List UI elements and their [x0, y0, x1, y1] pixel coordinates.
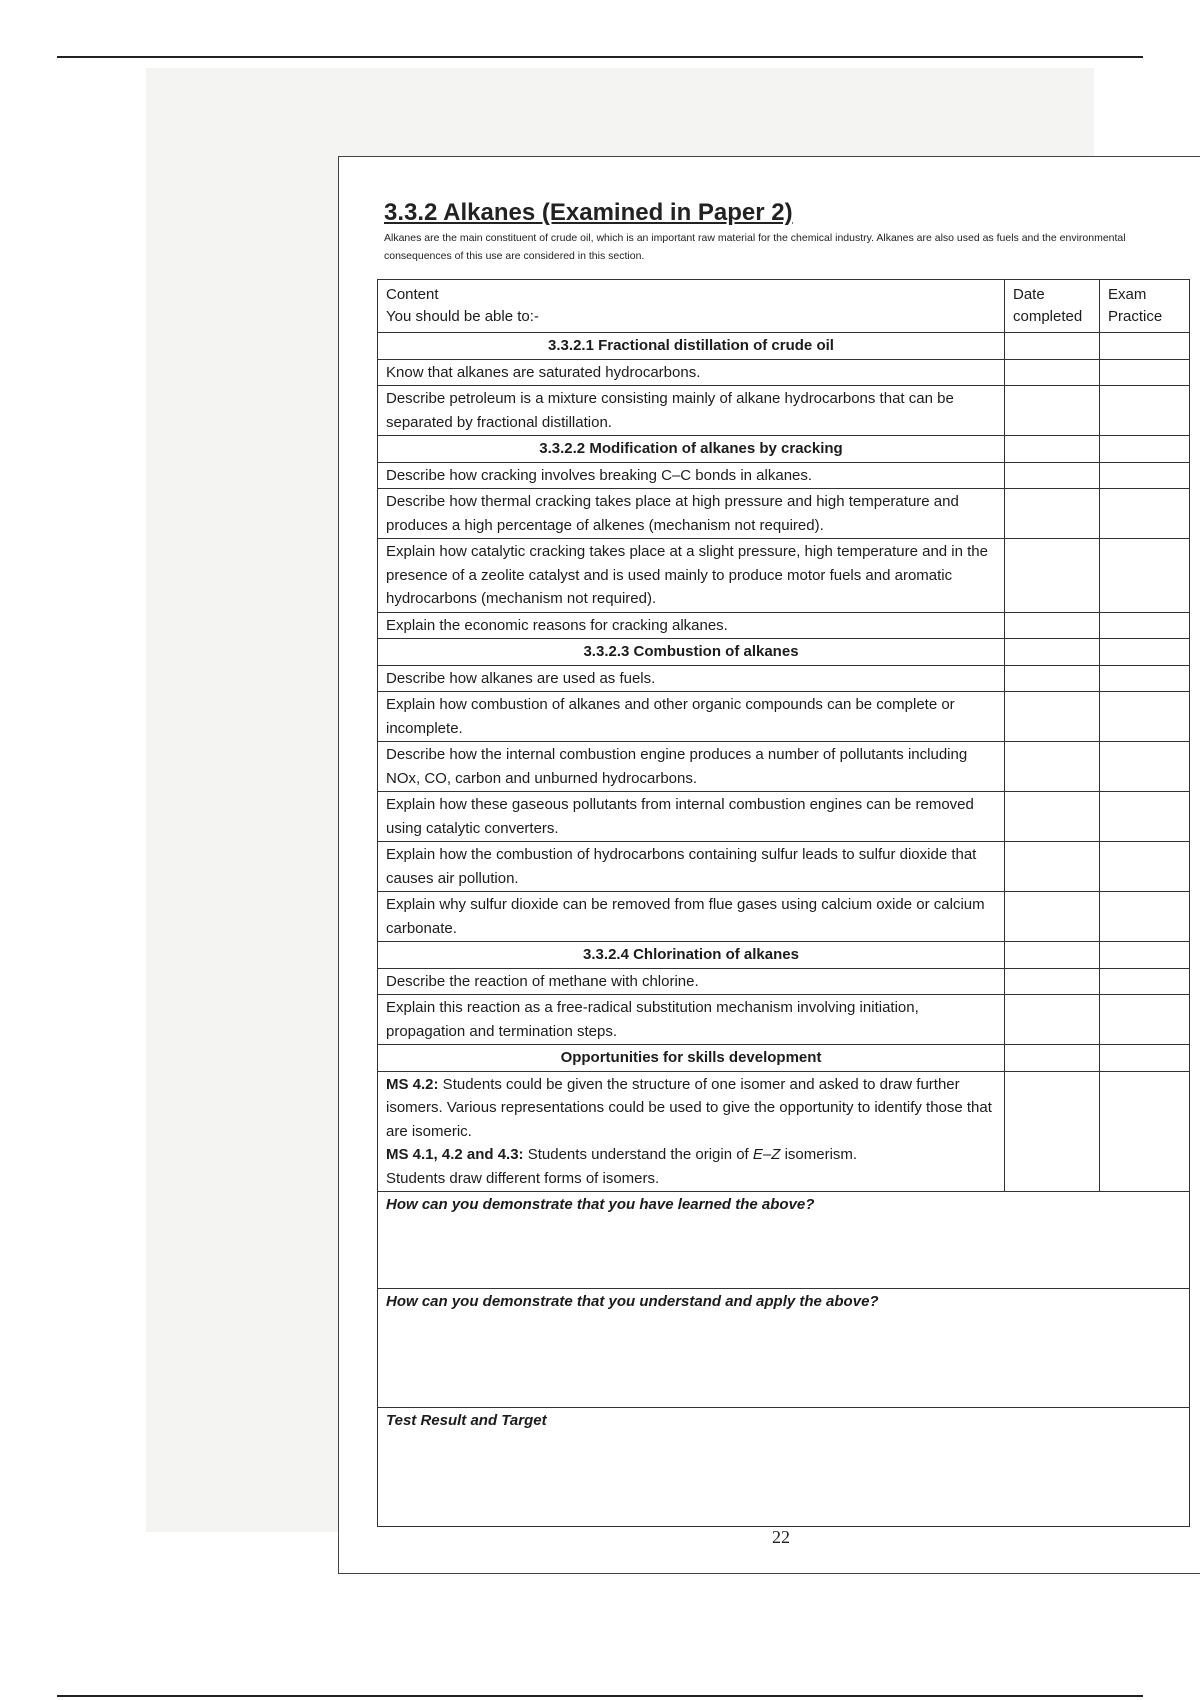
exam-practice-cell[interactable] [1100, 333, 1190, 360]
exam-practice-cell[interactable] [1100, 1045, 1190, 1072]
section-heading-row [378, 942, 1190, 969]
reflection-learned-question: How can you demonstrate that you have learned the above? [386, 1196, 815, 1213]
skills-ms-4-1-text-b: isomerism. [780, 1146, 858, 1163]
table-header-row [378, 280, 1190, 333]
learning-outcome-text: Explain why sulfur dioxide can be removed from flue gases using calcium oxide or calcium carbonate. [378, 892, 1005, 942]
date-completed-cell[interactable] [1005, 612, 1100, 639]
learning-outcome-text: Explain how the combustion of hydrocarbons containing sulfur leads to sulfur dioxide that causes air pollution. [378, 842, 1005, 892]
table-row [378, 892, 1190, 942]
test-result-cell[interactable] [378, 1408, 1190, 1527]
exam-practice-cell[interactable] [1100, 742, 1190, 792]
date-completed-cell[interactable] [1005, 942, 1100, 969]
learning-outcome-text: Describe petroleum is a mixture consisting mainly of alkane hydrocarbons that can be separated by fractional distillation. [378, 386, 1005, 436]
specification-checklist [377, 279, 1190, 1527]
table-row [378, 792, 1190, 842]
table-row [378, 665, 1190, 692]
exam-practice-header: Exam Practice [1100, 280, 1190, 333]
test-result-label: Test Result and Target [386, 1412, 547, 1429]
date-completed-cell[interactable] [1005, 692, 1100, 742]
learning-outcome-text: Describe the reaction of methane with chlorine. [378, 968, 1005, 995]
exam-practice-cell[interactable] [1100, 1071, 1190, 1192]
date-completed-header: Date completed [1005, 280, 1100, 333]
bottom-rule [57, 1695, 1143, 1697]
exam-practice-cell[interactable] [1100, 386, 1190, 436]
section-heading-row [378, 333, 1190, 360]
exam-practice-cell[interactable] [1100, 489, 1190, 539]
content-header: Content You should be able to:- [378, 280, 1005, 333]
learning-outcome-text: Know that alkanes are saturated hydrocarbons. [378, 359, 1005, 386]
date-completed-cell[interactable] [1005, 386, 1100, 436]
exam-practice-cell[interactable] [1100, 692, 1190, 742]
reflection-learned-cell[interactable] [378, 1192, 1190, 1289]
test-result-row [378, 1408, 1190, 1527]
skills-ms-4-2-text: Students could be given the structure of one isomer and asked to draw further isomers. Various representations could be used to give the opportunity to identify those that are isomeric. [386, 1075, 992, 1140]
section-heading-row [378, 1045, 1190, 1072]
exam-practice-cell[interactable] [1100, 462, 1190, 489]
skills-cell [378, 1071, 1005, 1192]
section-heading: 3.3.2.3 Combustion of alkanes [378, 639, 1005, 666]
learning-outcome-text: Explain this reaction as a free-radical substitution mechanism involving initiation, propagation and termination steps. [378, 995, 1005, 1045]
date-completed-cell[interactable] [1005, 1045, 1100, 1072]
exam-practice-cell[interactable] [1100, 359, 1190, 386]
date-completed-cell[interactable] [1005, 842, 1100, 892]
table-row [378, 742, 1190, 792]
learning-outcome-text: Explain how combustion of alkanes and other organic compounds can be complete or incomplete. [378, 692, 1005, 742]
table-row [378, 995, 1190, 1045]
learning-outcome-text: Explain the economic reasons for cracking alkanes. [378, 612, 1005, 639]
table-row [378, 359, 1190, 386]
section-heading: 3.3.2.4 Chlorination of alkanes [378, 942, 1005, 969]
table-row [378, 692, 1190, 742]
date-completed-cell[interactable] [1005, 462, 1100, 489]
date-completed-cell[interactable] [1005, 436, 1100, 463]
page-title: 3.3.2 Alkanes (Examined in Paper 2) [384, 199, 793, 226]
skills-row [378, 1071, 1190, 1192]
section-heading-row [378, 639, 1190, 666]
reflection-learned-row [378, 1192, 1190, 1289]
table-row [378, 539, 1190, 613]
date-completed-cell[interactable] [1005, 892, 1100, 942]
exam-practice-cell[interactable] [1100, 892, 1190, 942]
learning-outcome-text: Describe how the internal combustion engine produces a number of pollutants including NOx, CO, carbon and unburned hydrocarbons. [378, 742, 1005, 792]
skills-ez-term: E–Z [752, 1146, 781, 1163]
date-completed-cell[interactable] [1005, 742, 1100, 792]
date-completed-cell[interactable] [1005, 333, 1100, 360]
scanned-page [146, 68, 1163, 1547]
intro-text: Alkanes are the main constituent of crude oil, which is an important raw material for the chemical industry. Alkanes are also used as fuels and the environmental consequences of this use are considered in this section. [384, 232, 1126, 262]
table-row [378, 489, 1190, 539]
exam-practice-cell[interactable] [1100, 665, 1190, 692]
skills-ms-4-1-text-a: Students understand the origin of [523, 1146, 753, 1163]
date-completed-cell[interactable] [1005, 792, 1100, 842]
date-completed-cell[interactable] [1005, 639, 1100, 666]
date-completed-cell[interactable] [1005, 539, 1100, 613]
date-completed-cell[interactable] [1005, 968, 1100, 995]
date-completed-cell[interactable] [1005, 489, 1100, 539]
top-rule [57, 56, 1143, 58]
section-heading: 3.3.2.1 Fractional distillation of crude oil [378, 333, 1005, 360]
exam-practice-cell[interactable] [1100, 842, 1190, 892]
skills-ms-4-2-label: MS 4.2: [386, 1075, 439, 1093]
section-heading: 3.3.2.2 Modification of alkanes by cracking [378, 436, 1005, 463]
exam-practice-cell[interactable] [1100, 436, 1190, 463]
date-completed-cell[interactable] [1005, 665, 1100, 692]
skills-isomers-text: Students draw different forms of isomers. [386, 1169, 660, 1187]
learning-outcome-text: Explain how these gaseous pollutants from internal combustion engines can be removed using catalytic converters. [378, 792, 1005, 842]
exam-practice-cell[interactable] [1100, 612, 1190, 639]
exam-practice-cell[interactable] [1100, 539, 1190, 613]
table-row [378, 842, 1190, 892]
learning-outcome-text: Explain how catalytic cracking takes place at a slight pressure, high temperature and in the presence of a zeolite catalyst and is used mainly to produce motor fuels and aromatic hydrocarbons (mechanism not required). [378, 539, 1005, 613]
table-row [378, 386, 1190, 436]
learning-outcome-text: Describe how alkanes are used as fuels. [378, 665, 1005, 692]
exam-practice-cell[interactable] [1100, 792, 1190, 842]
date-completed-cell[interactable] [1005, 1071, 1100, 1192]
date-completed-cell[interactable] [1005, 995, 1100, 1045]
exam-practice-cell[interactable] [1100, 995, 1190, 1045]
exam-practice-cell[interactable] [1100, 968, 1190, 995]
date-completed-cell[interactable] [1005, 359, 1100, 386]
exam-practice-cell[interactable] [1100, 942, 1190, 969]
table-row [378, 612, 1190, 639]
reflection-apply-question: How can you demonstrate that you understand and apply the above? [386, 1293, 879, 1310]
reflection-apply-cell[interactable] [378, 1289, 1190, 1408]
page-number: 22 [772, 1527, 790, 1547]
section-heading-row [378, 436, 1190, 463]
reflection-apply-row [378, 1289, 1190, 1408]
skills-ms-4-1-label: MS 4.1, 4.2 and 4.3: [386, 1146, 524, 1163]
table-row [378, 462, 1190, 489]
section-heading: Opportunities for skills development [378, 1045, 1005, 1072]
learning-outcome-text: Describe how thermal cracking takes place at high pressure and high temperature and produces a high percentage of alkenes (mechanism not required). [378, 489, 1005, 539]
learning-outcome-text: Describe how cracking involves breaking C–C bonds in alkanes. [378, 462, 1005, 489]
exam-practice-cell[interactable] [1100, 639, 1190, 666]
worksheet-frame [338, 156, 1200, 1574]
table-row [378, 968, 1190, 995]
